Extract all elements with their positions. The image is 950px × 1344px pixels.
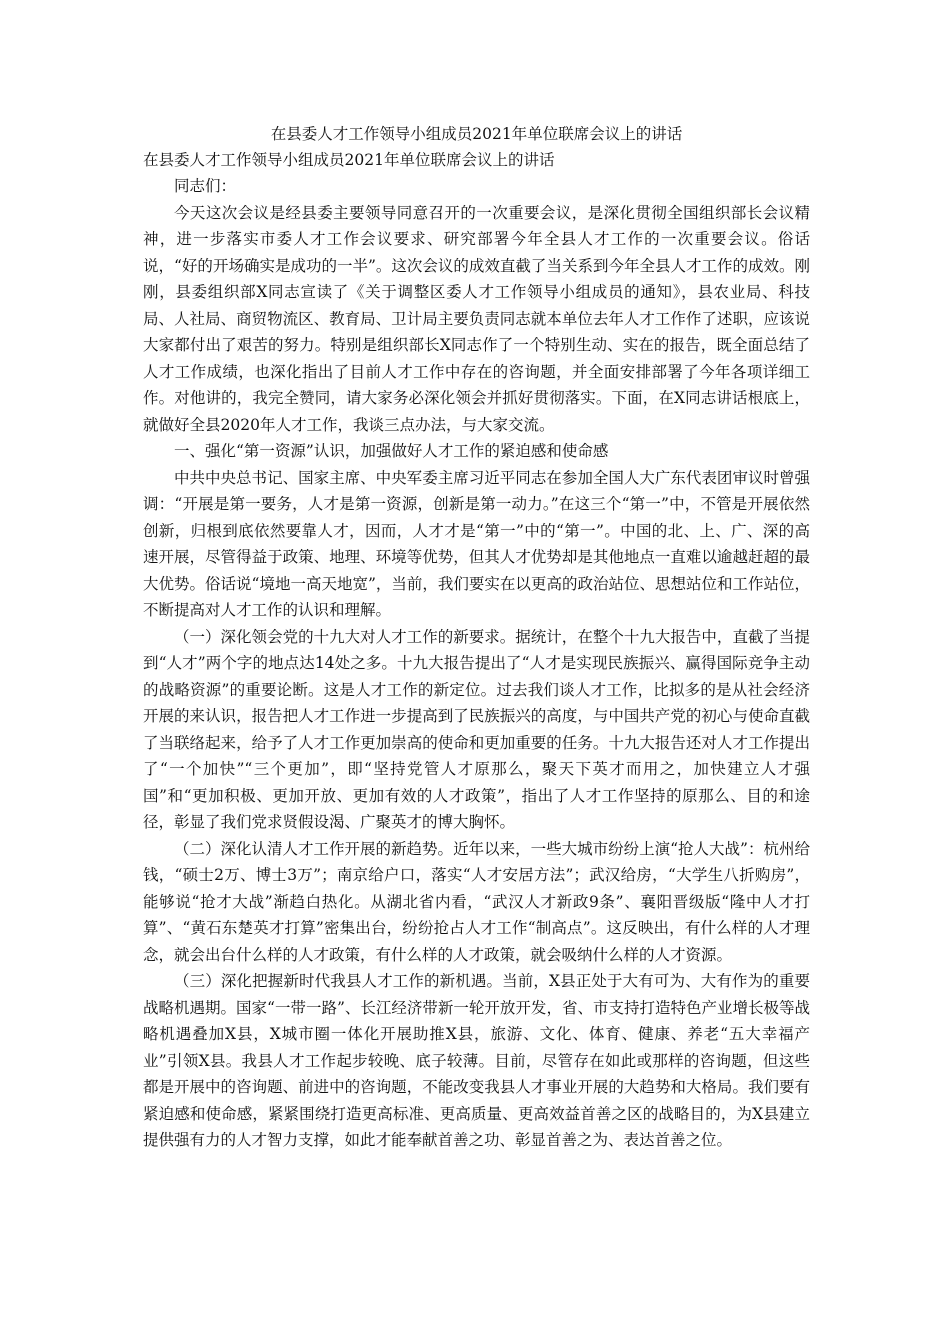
paragraph-section-1: 中共中央总书记、国家主席、中央军委主席习近平同志在参加全国人大广东代表团审议时曾强调：“开展是第一要务，人才是第一资源，创新是第一动力。”在这三个“第一”中，不管是开展依然创新，归根到底依然要靠人才，因而，人才才是“第一”中的“第一”。中国的北、上、广、深的高速开展，尽管得益于政策、地理、环境等优势，但其人才优势却是其他地点一直难以逾越赶超的最大优势。俗话说“境地一高天地宽”，当前，我们要实在以更高的政治站位、思想站位和工作站位，不断提高对人才工作的认识和理解。: [143, 468, 810, 619]
paragraph-point-1: （一）深化领会党的十九大对人才工作的新要求。据统计，在整个十九大报告中，直截了当提到“人才”两个字的地点达14处之多。十九大报告提出了“人才是实现民族振兴、赢得国际竞争主动的战略资源”的重要论断。这是人才工作的新定位。过去我们谈人才工作，比拟多的是从社会经济开展的来认识，报告把人才工作进一步提高到了民族振兴的高度，与中国共产党的初心与使命直截了当联络起来，给予了人才工作更加崇高的使命和更加重要的任务。十九大报告还对人才工作提出了“一个加快”“三个更加”，即“坚持党管人才原那么，聚天下英才而用之，加快建立人才强国”和“更加积极、更加开放、更加有效的人才政策”，指出了人才工作坚持的原那么、目的和途径，彰显了我们党求贤假设渴、广聚英才的博大胸怀。: [143, 627, 810, 831]
document-subtitle: 在县委人才工作领导小组成员2021年单位联席会议上的讲话: [143, 151, 555, 169]
document-title: 在县委人才工作领导小组成员2021年单位联席会议上的讲话: [270, 125, 683, 143]
paragraph-intro: 今天这次会议是经县委主要领导同意召开的一次重要会议，是深化贯彻全国组织部长会议精神，进一步落实市委人才工作会议要求、研究部署今年全县人才工作的一次重要会议。俗话说，“好的开场确实是成功的一半”。这次会议的成效直截了当关系到今年全县人才工作的成效。刚刚，县委组织部X同志宣读了《关于调整区委人才工作领导小组成员的通知》，县农业局、科技局、人社局、商贸物流区、教育局、卫计局主要负责同志就本单位去年人才工作作了述职，应该说大家都付出了艰苦的努力。特别是组织部长X同志作了一个特别生动、实在的报告，既全面总结了人才工作成绩，也深化指出了目前人才工作中存在的咨询题，并全面安排部署了今年各项详细工作。对他讲的，我完全赞同，请大家务必深化领会并抓好贯彻落实。下面，在X同志讲话根底上，就做好全县2020年人才工作，我谈三点办法，与大家交流。: [143, 203, 810, 434]
paragraph-point-3: （三）深化把握新时代我县人才工作的新机遇。当前，X县正处于大有可为、大有作为的重要战略机遇期。国家“一带一路”、长江经济带新一轮开放开发，省、市支持打造特色产业增长极等战略机遇叠加X县，X城市圈一体化开展助推X县，旅游、文化、体育、健康、养老“五大幸福产业”引领X县。我县人才工作起步较晚、底子较薄。目前，尽管存在如此或那样的咨询题，但这些都是开展中的咨询题、前进中的咨询题，不能改变我县人才事业开展的大趋势和大格局。我们要有紧迫感和使命感，紧紧围绕打造更高标准、更高质量、更高效益首善之区的战略目的，为X县建立提供强有力的人才智力支撑，如此才能奉献首善之功、彰显首善之为、表达首善之位。: [143, 972, 810, 1149]
section-heading-1: 一、强化“第一资源”认识，加强做好人才工作的紧迫感和使命感: [174, 442, 609, 460]
greeting: 同志们：: [174, 177, 237, 195]
paragraph-point-2: （二）深化认清人才工作开展的新趋势。近年以来，一些大城市纷纷上演“抢人大战”：杭州给钱，“硕士2万、博士3万”；南京给户口，落实“人才安居方法”；武汉给房，“大学生八折购房”，能够说“抢才大战”渐趋白热化。从湖北省内看，“武汉人才新政9条”、襄阳晋级版“隆中人才打算”、“黄石东楚英才打算”密集出台，纷纷抢占人才工作“制高点”。这反映出，有什么样的人才理念，就会出台什么样的人才政策，有什么样的人才政策，就会吸纳什么样的人才资源。: [143, 839, 810, 964]
